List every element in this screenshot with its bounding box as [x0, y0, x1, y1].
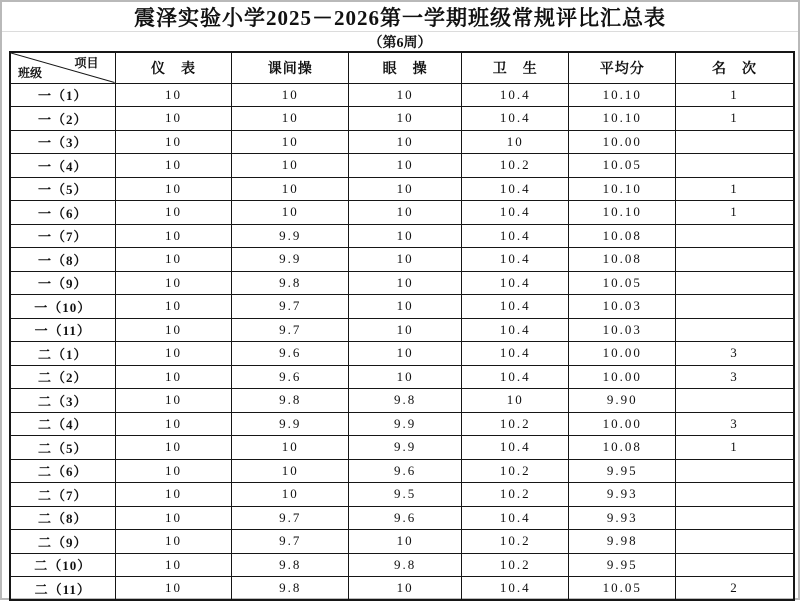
score-cell: 10 — [349, 201, 462, 225]
score-cell: 10.2 — [462, 553, 569, 577]
score-cell: 9.90 — [569, 389, 676, 413]
score-cell: 1 — [676, 83, 794, 107]
score-cell: 1 — [676, 177, 794, 201]
score-cell: 10.10 — [569, 177, 676, 201]
header-row — [10, 52, 794, 83]
table-row — [10, 365, 794, 389]
corner-label-class: 班级 — [18, 65, 43, 80]
class-name-cell: 一（4） — [10, 154, 115, 178]
score-cell: 10 — [115, 342, 232, 366]
score-cell: 10 — [349, 530, 462, 554]
score-cell: 10 — [115, 436, 232, 460]
score-cell: 1 — [676, 201, 794, 225]
score-cell: 9.93 — [569, 506, 676, 530]
score-cell: 10 — [115, 553, 232, 577]
score-cell: 10.05 — [569, 154, 676, 178]
score-cell: 9.8 — [232, 577, 349, 601]
class-name-cell: 二（11） — [10, 577, 115, 601]
page-subtitle: （第6周） — [368, 35, 432, 51]
table-row — [10, 553, 794, 577]
class-name-cell: 一（1） — [10, 83, 115, 107]
score-cell: 10 — [115, 412, 232, 436]
score-cell: 10.4 — [462, 365, 569, 389]
score-cell: 10.03 — [569, 295, 676, 319]
class-name-cell: 二（7） — [10, 483, 115, 507]
score-cell: 9.8 — [232, 389, 349, 413]
score-cell: 10.00 — [569, 412, 676, 436]
score-cell — [676, 553, 794, 577]
score-cell: 10.2 — [462, 154, 569, 178]
table-row — [10, 389, 794, 413]
score-cell — [676, 483, 794, 507]
score-cell — [676, 506, 794, 530]
score-cell: 9.8 — [349, 553, 462, 577]
score-cell: 10.08 — [569, 248, 676, 272]
score-cell: 10 — [232, 177, 349, 201]
score-cell: 9.6 — [349, 506, 462, 530]
score-cell — [676, 130, 794, 154]
score-cell: 10.4 — [462, 271, 569, 295]
score-cell: 10.2 — [462, 459, 569, 483]
score-cell: 10 — [232, 436, 349, 460]
score-cell: 10 — [349, 365, 462, 389]
score-cell: 10.4 — [462, 506, 569, 530]
score-cell: 10 — [462, 130, 569, 154]
class-name-cell: 一（9） — [10, 271, 115, 295]
class-name-cell: 一（8） — [10, 248, 115, 272]
score-cell: 9.93 — [569, 483, 676, 507]
table-row — [10, 83, 794, 107]
score-cell: 10 — [115, 271, 232, 295]
score-cell: 10 — [349, 154, 462, 178]
score-cell: 10 — [349, 577, 462, 601]
column-header-average: 平均分 — [569, 52, 676, 83]
score-cell — [676, 154, 794, 178]
score-cell: 10.2 — [462, 412, 569, 436]
table-row — [10, 154, 794, 178]
score-cell: 10.2 — [462, 483, 569, 507]
score-cell: 10.4 — [462, 295, 569, 319]
table-row — [10, 459, 794, 483]
table-row — [10, 506, 794, 530]
class-name-cell: 二（1） — [10, 342, 115, 366]
table-row — [10, 271, 794, 295]
table-row — [10, 248, 794, 272]
score-cell: 10.4 — [462, 577, 569, 601]
score-cell: 1 — [676, 107, 794, 131]
score-cell: 10.05 — [569, 271, 676, 295]
subtitle-block — [2, 32, 798, 51]
score-cell: 10 — [115, 506, 232, 530]
score-cell: 10 — [115, 365, 232, 389]
class-name-cell: 一（6） — [10, 201, 115, 225]
class-name-cell: 二（9） — [10, 530, 115, 554]
score-cell: 10.4 — [462, 107, 569, 131]
score-cell: 10 — [115, 107, 232, 131]
table-row — [10, 130, 794, 154]
class-name-cell: 二（2） — [10, 365, 115, 389]
score-cell — [676, 389, 794, 413]
title-block — [2, 2, 798, 32]
score-cell: 10 — [232, 83, 349, 107]
class-name-cell: 一（11） — [10, 318, 115, 342]
score-cell: 10 — [115, 177, 232, 201]
score-cell: 10 — [349, 130, 462, 154]
score-cell: 9.6 — [232, 365, 349, 389]
class-name-cell: 二（3） — [10, 389, 115, 413]
score-cell: 10.00 — [569, 130, 676, 154]
table-row — [10, 318, 794, 342]
score-cell: 9.7 — [232, 506, 349, 530]
score-cell: 10.08 — [569, 436, 676, 460]
score-cell — [676, 530, 794, 554]
score-cell: 9.7 — [232, 295, 349, 319]
score-cell: 9.95 — [569, 553, 676, 577]
score-cell: 1 — [676, 436, 794, 460]
score-cell: 10 — [232, 154, 349, 178]
score-cell: 10 — [349, 224, 462, 248]
score-cell: 10.4 — [462, 224, 569, 248]
score-cell: 10 — [349, 83, 462, 107]
class-name-cell: 一（5） — [10, 177, 115, 201]
table-row — [10, 483, 794, 507]
score-cell: 3 — [676, 342, 794, 366]
column-header-eye-exercise: 眼 操 — [349, 52, 462, 83]
score-cell: 9.9 — [232, 248, 349, 272]
evaluation-table — [9, 51, 795, 601]
score-cell: 10 — [232, 107, 349, 131]
score-cell: 10 — [115, 483, 232, 507]
score-cell: 10.4 — [462, 177, 569, 201]
class-name-cell: 二（6） — [10, 459, 115, 483]
score-cell — [676, 271, 794, 295]
score-cell — [676, 248, 794, 272]
class-name-cell: 二（10） — [10, 553, 115, 577]
score-cell: 9.9 — [232, 412, 349, 436]
score-cell: 10 — [349, 295, 462, 319]
score-cell: 10.00 — [569, 365, 676, 389]
score-cell: 10 — [232, 483, 349, 507]
table-row — [10, 201, 794, 225]
score-cell: 3 — [676, 365, 794, 389]
score-cell: 10 — [349, 342, 462, 366]
score-cell: 10 — [115, 83, 232, 107]
score-cell: 10 — [232, 130, 349, 154]
page-title: 震泽实验小学2025－2026第一学期班级常规评比汇总表 — [134, 5, 666, 30]
score-cell: 10 — [115, 318, 232, 342]
score-cell: 10 — [115, 389, 232, 413]
score-cell: 9.6 — [232, 342, 349, 366]
corner-label-project: 项目 — [74, 56, 99, 70]
table-row — [10, 107, 794, 131]
class-name-cell: 一（7） — [10, 224, 115, 248]
score-cell: 10.4 — [462, 436, 569, 460]
score-cell: 9.7 — [232, 530, 349, 554]
score-cell: 9.9 — [232, 224, 349, 248]
column-header-hygiene: 卫 生 — [462, 52, 569, 83]
score-cell: 9.8 — [349, 389, 462, 413]
score-cell: 10.08 — [569, 224, 676, 248]
score-cell: 10.05 — [569, 577, 676, 601]
score-cell — [676, 295, 794, 319]
score-cell: 10 — [349, 318, 462, 342]
column-header-rank: 名 次 — [676, 52, 794, 83]
score-cell: 10.00 — [569, 342, 676, 366]
score-cell: 3 — [676, 412, 794, 436]
score-cell: 2 — [676, 577, 794, 601]
score-cell: 10.10 — [569, 201, 676, 225]
score-cell: 9.8 — [232, 271, 349, 295]
table-row — [10, 530, 794, 554]
class-name-cell: 二（5） — [10, 436, 115, 460]
score-cell: 9.8 — [232, 553, 349, 577]
column-header-appearance: 仪 表 — [115, 52, 232, 83]
score-cell: 10 — [115, 201, 232, 225]
score-cell: 10.10 — [569, 83, 676, 107]
score-cell: 10.03 — [569, 318, 676, 342]
score-cell: 9.7 — [232, 318, 349, 342]
score-cell: 10.2 — [462, 530, 569, 554]
score-cell: 10 — [462, 389, 569, 413]
score-cell: 10.4 — [462, 201, 569, 225]
score-cell: 9.98 — [569, 530, 676, 554]
score-cell: 10 — [115, 130, 232, 154]
score-cell: 10 — [115, 459, 232, 483]
score-cell: 10.10 — [569, 107, 676, 131]
score-cell — [676, 224, 794, 248]
score-cell: 10 — [349, 271, 462, 295]
score-cell: 10 — [115, 577, 232, 601]
score-cell: 9.9 — [349, 436, 462, 460]
score-cell: 10 — [349, 177, 462, 201]
column-header-exercise: 课间操 — [232, 52, 349, 83]
score-cell: 10.4 — [462, 248, 569, 272]
table-body — [10, 83, 794, 600]
table-row — [10, 224, 794, 248]
score-cell: 9.6 — [349, 459, 462, 483]
table-row — [10, 436, 794, 460]
class-name-cell: 二（4） — [10, 412, 115, 436]
table-row — [10, 577, 794, 601]
score-cell: 10 — [115, 295, 232, 319]
class-name-cell: 一（3） — [10, 130, 115, 154]
corner-header-cell — [10, 52, 115, 83]
table-row — [10, 412, 794, 436]
score-cell: 9.9 — [349, 412, 462, 436]
score-cell: 10.4 — [462, 342, 569, 366]
score-cell: 10 — [115, 224, 232, 248]
score-cell: 10 — [115, 530, 232, 554]
score-cell: 10.4 — [462, 83, 569, 107]
class-name-cell: 二（8） — [10, 506, 115, 530]
score-cell: 10 — [232, 201, 349, 225]
score-cell: 9.5 — [349, 483, 462, 507]
score-cell: 10 — [115, 154, 232, 178]
class-name-cell: 一（10） — [10, 295, 115, 319]
score-cell: 10.4 — [462, 318, 569, 342]
score-cell: 9.95 — [569, 459, 676, 483]
table-header — [10, 52, 794, 83]
score-cell — [676, 318, 794, 342]
score-cell: 10 — [232, 459, 349, 483]
score-cell: 10 — [349, 248, 462, 272]
table-row — [10, 295, 794, 319]
table-row — [10, 342, 794, 366]
table-row — [10, 177, 794, 201]
score-cell — [676, 459, 794, 483]
score-cell: 10 — [115, 248, 232, 272]
class-name-cell: 一（2） — [10, 107, 115, 131]
score-cell: 10 — [349, 107, 462, 131]
